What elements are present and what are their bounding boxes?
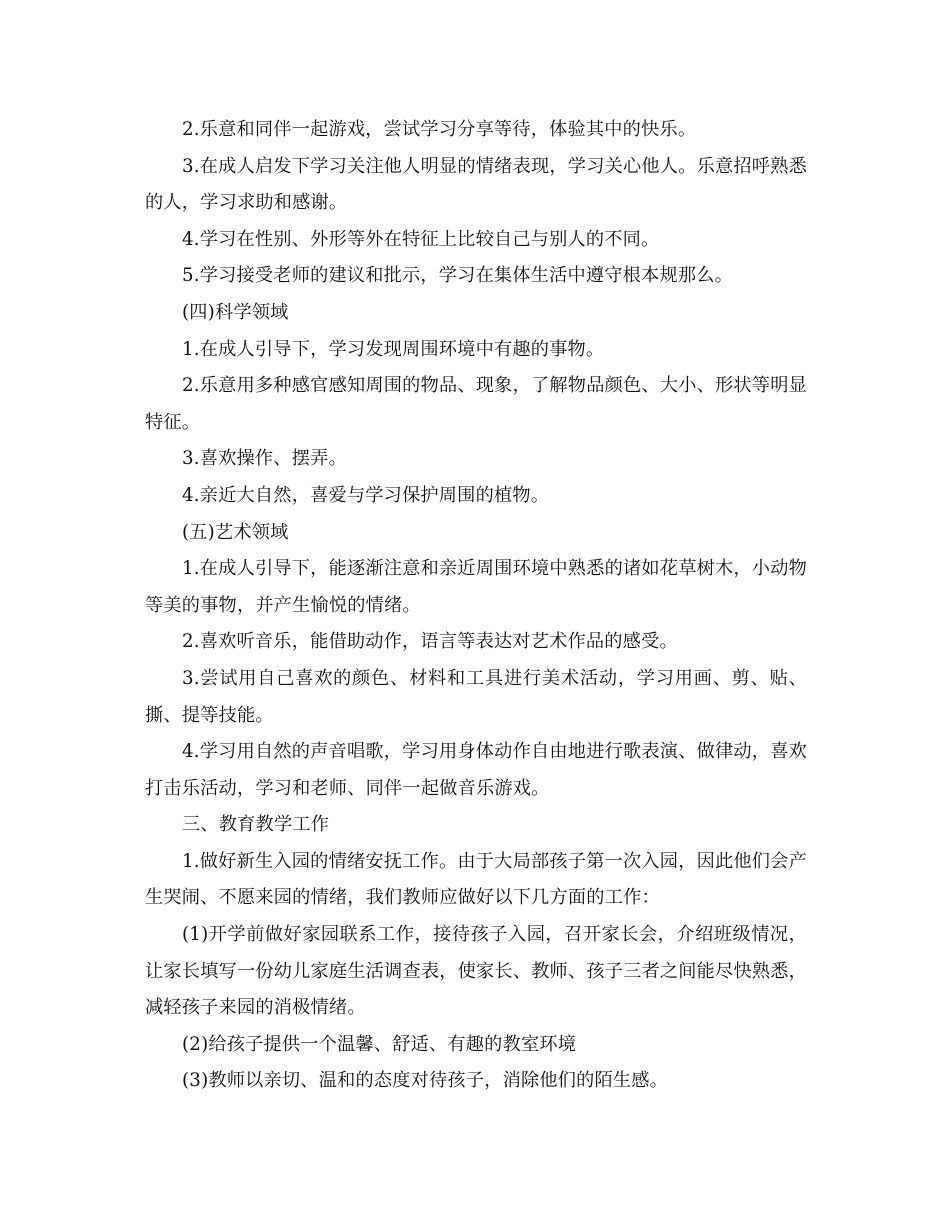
paragraph-art-3: 3.尝试用自己喜欢的颜色、材料和工具进行美术活动，学习用画、剪、贴、撕、提等技能。 <box>145 667 807 726</box>
paragraph-social-4: 4.学习在性别、外形等外在特征上比较自己与别人的不同。 <box>182 228 660 250</box>
paragraph-teaching-1-1: (1)开学前做好家园联系工作，接待孩子入园，召开家长会，介绍班级情况，让家长填写一份幼儿家庭生活调查表，使家长、教师、孩子三者之间能尽快熟悉，减轻孩子来园的消极情绪。 <box>145 924 807 1019</box>
paragraph-social-3: 3.在成人启发下学习关注他人明显的情绪表现，学习关心他人。乐意招呼熟悉的人，学习求助和感谢。 <box>145 155 807 214</box>
document-body <box>145 112 807 1100</box>
paragraph-teaching-1-3: (3)教师以亲切、温和的态度对待孩子，消除他们的陌生感。 <box>182 1070 669 1092</box>
paragraph-social-5: 5.学习接受老师的建议和批示，学习在集体生活中遵守根本规那么。 <box>182 265 733 287</box>
paragraph-art-4: 4.学习用自然的声音唱歌，学习用身体动作自由地进行歌表演、做律动，喜欢打击乐活动，学习和老师、同伴一起做音乐游戏。 <box>145 741 807 799</box>
paragraph-teaching-1-2: (2)给孩子提供一个温馨、舒适、有趣的教室环境 <box>182 1033 577 1055</box>
section-heading-art: (五)艺术领域 <box>182 521 289 543</box>
section-heading-teaching-work: 三、教育教学工作 <box>182 814 330 836</box>
section-heading-science: (四)科学领域 <box>182 301 289 323</box>
paragraph-art-2: 2.喜欢听音乐，能借助动作，语言等表达对艺术作品的感受。 <box>182 631 678 653</box>
paragraph-art-1: 1.在成人引导下，能逐渐注意和亲近周围环境中熟悉的诸如花草树木，小动物等美的事物，并产生愉悦的情绪。 <box>145 558 807 616</box>
paragraph-teaching-1: 1.做好新生入园的情绪安抚工作。由于大局部孩子第一次入园，因此他们会产生哭闹、不愿来园的情绪，我们教师应做好以下几方面的工作： <box>145 850 807 909</box>
paragraph-science-4: 4.亲近大自然，喜爱与学习保护周围的植物。 <box>182 484 550 506</box>
paragraph-science-1: 1.在成人引导下，学习发现周围环境中有趣的事物。 <box>182 338 605 360</box>
paragraph-social-2: 2.乐意和同伴一起游戏，尝试学习分享等待，体验其中的快乐。 <box>182 119 697 140</box>
paragraph-science-3: 3.喜欢操作、摆弄。 <box>182 448 347 470</box>
paragraph-science-2: 2.乐意用多种感官感知周围的物品、现象，了解物品颜色、大小、形状等明显特征。 <box>145 375 807 433</box>
